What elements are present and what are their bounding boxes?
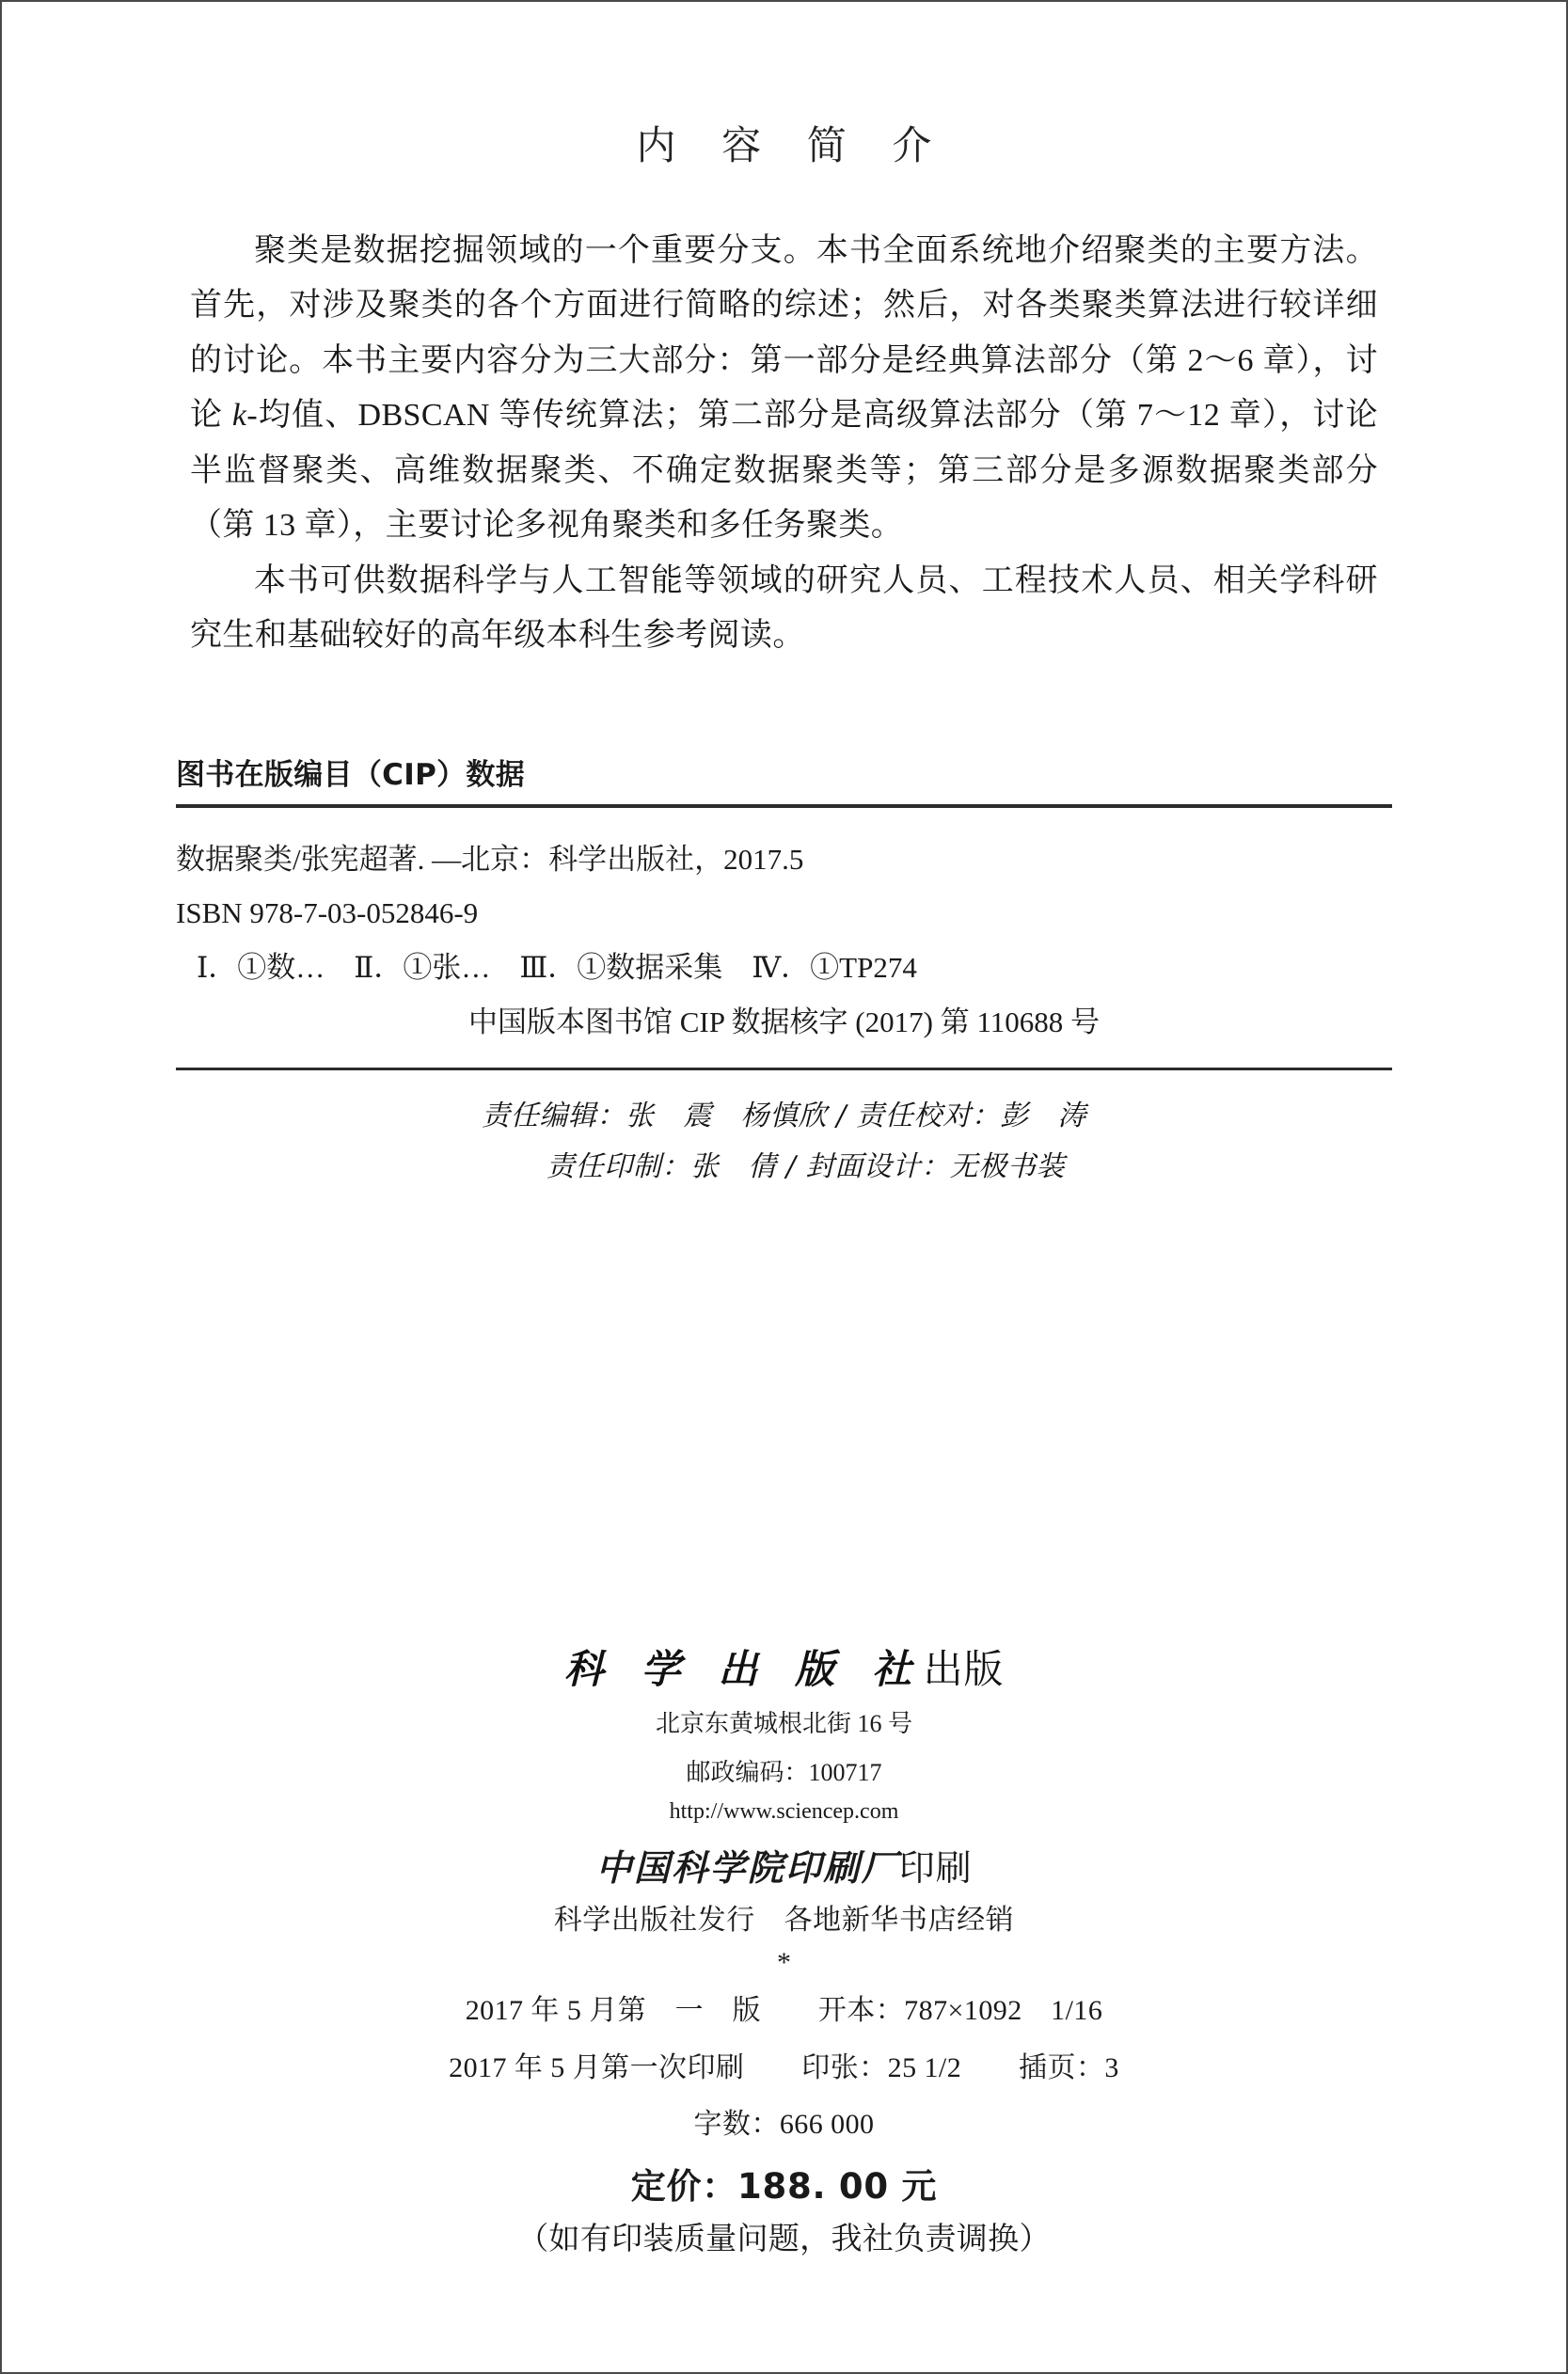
printer-suffix: 印刷 <box>898 1849 973 1890</box>
abstract-text-part-a: 聚类是数据挖掘领域的一个重要分支。本书全面系统地介绍聚类的主要方法。首先，对涉及聚类的各个方面进行简略的综述；然后，对各类聚类算法进行较详细的讨论。本书主要内容分为三大部分：第一部分是经典算法部分（第 2～6 章），讨论 <box>190 233 1378 434</box>
spec-line-wordcount: 字数：666 000 <box>693 2109 875 2141</box>
abstract-paragraph-1 <box>190 224 1378 554</box>
cip-heading: 图书在版编目（CIP）数据 <box>176 757 526 792</box>
cip-line-isbn: ISBN 978-7-03-052846-9 <box>176 896 479 930</box>
quality-notice: （如有印装质量问题，我社负责调换） <box>517 2222 1051 2256</box>
printer-name: 中国科学院印刷厂 <box>595 1846 899 1890</box>
asterisk-separator: * <box>777 1947 791 1979</box>
publisher-address: 北京东黄城根北街 16 号 <box>655 1710 912 1737</box>
publisher-postcode: 邮政编码：100717 <box>686 1759 882 1787</box>
credits-section <box>176 1091 1392 1193</box>
publisher-logo-text: 科 学 出 版 社 <box>563 1646 924 1692</box>
abstract-section <box>190 224 1378 664</box>
cip-block <box>176 751 1392 1071</box>
printer-line <box>2 1839 1566 1891</box>
cip-lines <box>176 808 1392 1068</box>
spec-line-printing: 2017 年 5 月第一次印刷 印张：25 1/2 插页：3 <box>449 2051 1119 2083</box>
page-title: 内 容 简 介 <box>636 122 949 168</box>
credit-line-production: 责任印制：张 倩 / 封面设计：无极书装 <box>546 1150 1066 1184</box>
abstract-text-part-b: -均值、DBSCAN 等传统算法；第二部分是高级算法部分（第 7～12 章），讨论半监督聚类、高维数据聚类、不确定数据聚类等；第三部分是多源数据聚类部分（第 13 章），主要讨论多视角聚类和多任务聚类。 <box>190 398 1378 544</box>
spec-line-edition: 2017 年 5 月第 一 版 开本：787×1092 1/16 <box>465 1995 1103 2027</box>
cip-line-classification: Ⅰ．①数… Ⅱ．①张… Ⅲ．①数据采集 Ⅳ．①TP274 <box>197 951 917 985</box>
abstract-paragraph-2: 本书可供数据科学与人工智能等领域的研究人员、工程技术人员、相关学科研究生和基础较好的高年级本科生参考阅读。 <box>190 562 1378 654</box>
price-line: 定价：188. 00 元 <box>630 2165 938 2207</box>
cip-line-title: 数据聚类/张宪超著. —北京：科学出版社，2017.5 <box>176 842 804 876</box>
publisher-logo-suffix: 出版 <box>923 1649 1005 1692</box>
publisher-url[interactable]: http://www.sciencep.com <box>669 1799 899 1825</box>
cip-line-registry: 中国版本图书馆 CIP 数据核字 (2017) 第 110688 号 <box>467 1005 1101 1038</box>
abstract-italic-k: k <box>231 398 247 434</box>
publisher-logo <box>564 1638 1005 1695</box>
credit-line-editors: 责任编辑：张 震 杨慎欣 / 责任校对：彭 涛 <box>482 1100 1086 1133</box>
colophon-section <box>2 1638 1566 2258</box>
distribution-line: 科学出版社发行 各地新华书店经销 <box>553 1905 1015 1937</box>
cip-bottom-rule <box>176 1068 1392 1070</box>
